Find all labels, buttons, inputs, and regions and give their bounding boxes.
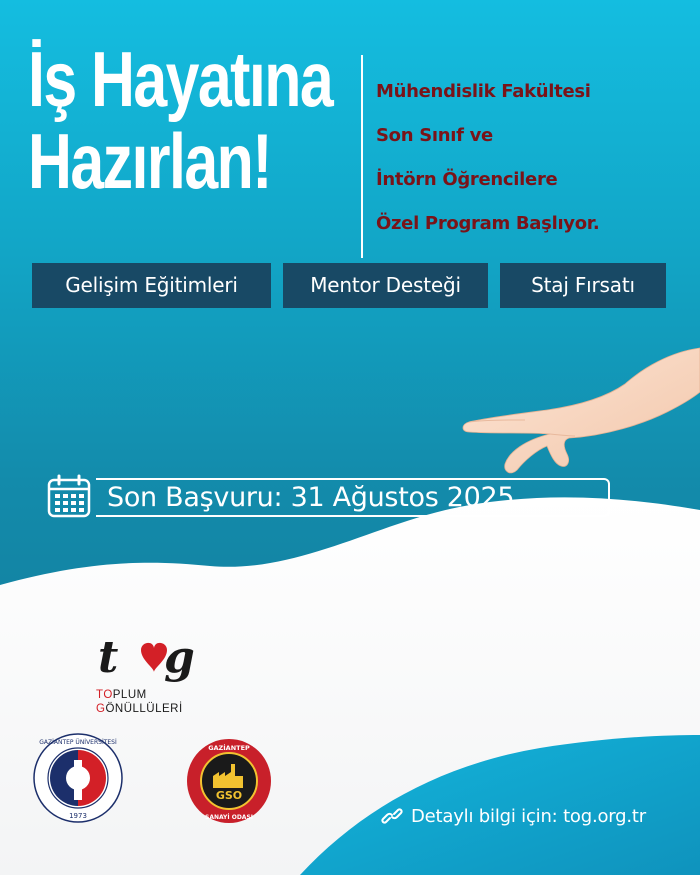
svg-text:t: t xyxy=(98,632,119,683)
tag-internship: Staj Fırsatı xyxy=(500,263,666,308)
link-icon xyxy=(381,807,403,825)
calendar-icon xyxy=(47,474,91,518)
subtitle-line: Mühendislik Fakültesi xyxy=(376,81,591,102)
vertical-divider xyxy=(361,55,363,258)
tog-text-rest: PLUM xyxy=(112,689,147,701)
subtitle-line: Son Sınıf ve xyxy=(376,125,493,146)
subtitle-line: Özel Program Başlıyor. xyxy=(376,213,600,234)
subtitle xyxy=(376,70,599,246)
headline-line-1: İş Hayatına xyxy=(28,35,333,123)
gaun-year: 1973 xyxy=(69,812,87,820)
svg-text:GAZİANTEP ÜNİVERSİTESİ: GAZİANTEP ÜNİVERSİTESİ xyxy=(39,739,117,746)
feature-tags xyxy=(0,263,700,308)
tag-training: Gelişim Eğitimleri xyxy=(32,263,271,308)
svg-text:SANAYİ ODASI: SANAYİ ODASI xyxy=(205,814,253,821)
tog-logo-text xyxy=(96,688,183,716)
tog-text-prefix: TO xyxy=(96,689,113,701)
headline xyxy=(28,35,333,205)
info-text[interactable]: Detaylı bilgi için: tog.org.tr xyxy=(411,806,646,827)
subtitle-line: İntörn Öğrencilere xyxy=(376,169,558,190)
hand-illustration xyxy=(455,340,700,480)
svg-text:g: g xyxy=(164,632,195,683)
tog-logo xyxy=(96,628,206,690)
headline-line-2: Hazırlan! xyxy=(28,117,271,205)
deadline-text: Son Başvuru: 31 Ağustos 2025 xyxy=(107,482,515,513)
tog-text-prefix: G xyxy=(96,703,106,715)
tag-mentor: Mentor Desteği xyxy=(283,263,488,308)
tog-text-rest: ÖNÜLLÜLERİ xyxy=(105,703,183,715)
gso-logo xyxy=(186,738,272,824)
gso-center-text: GSO xyxy=(215,789,243,802)
info-line xyxy=(381,806,646,827)
svg-text:GAZİANTEP: GAZİANTEP xyxy=(208,744,250,752)
gaziantep-university-logo xyxy=(32,732,124,824)
